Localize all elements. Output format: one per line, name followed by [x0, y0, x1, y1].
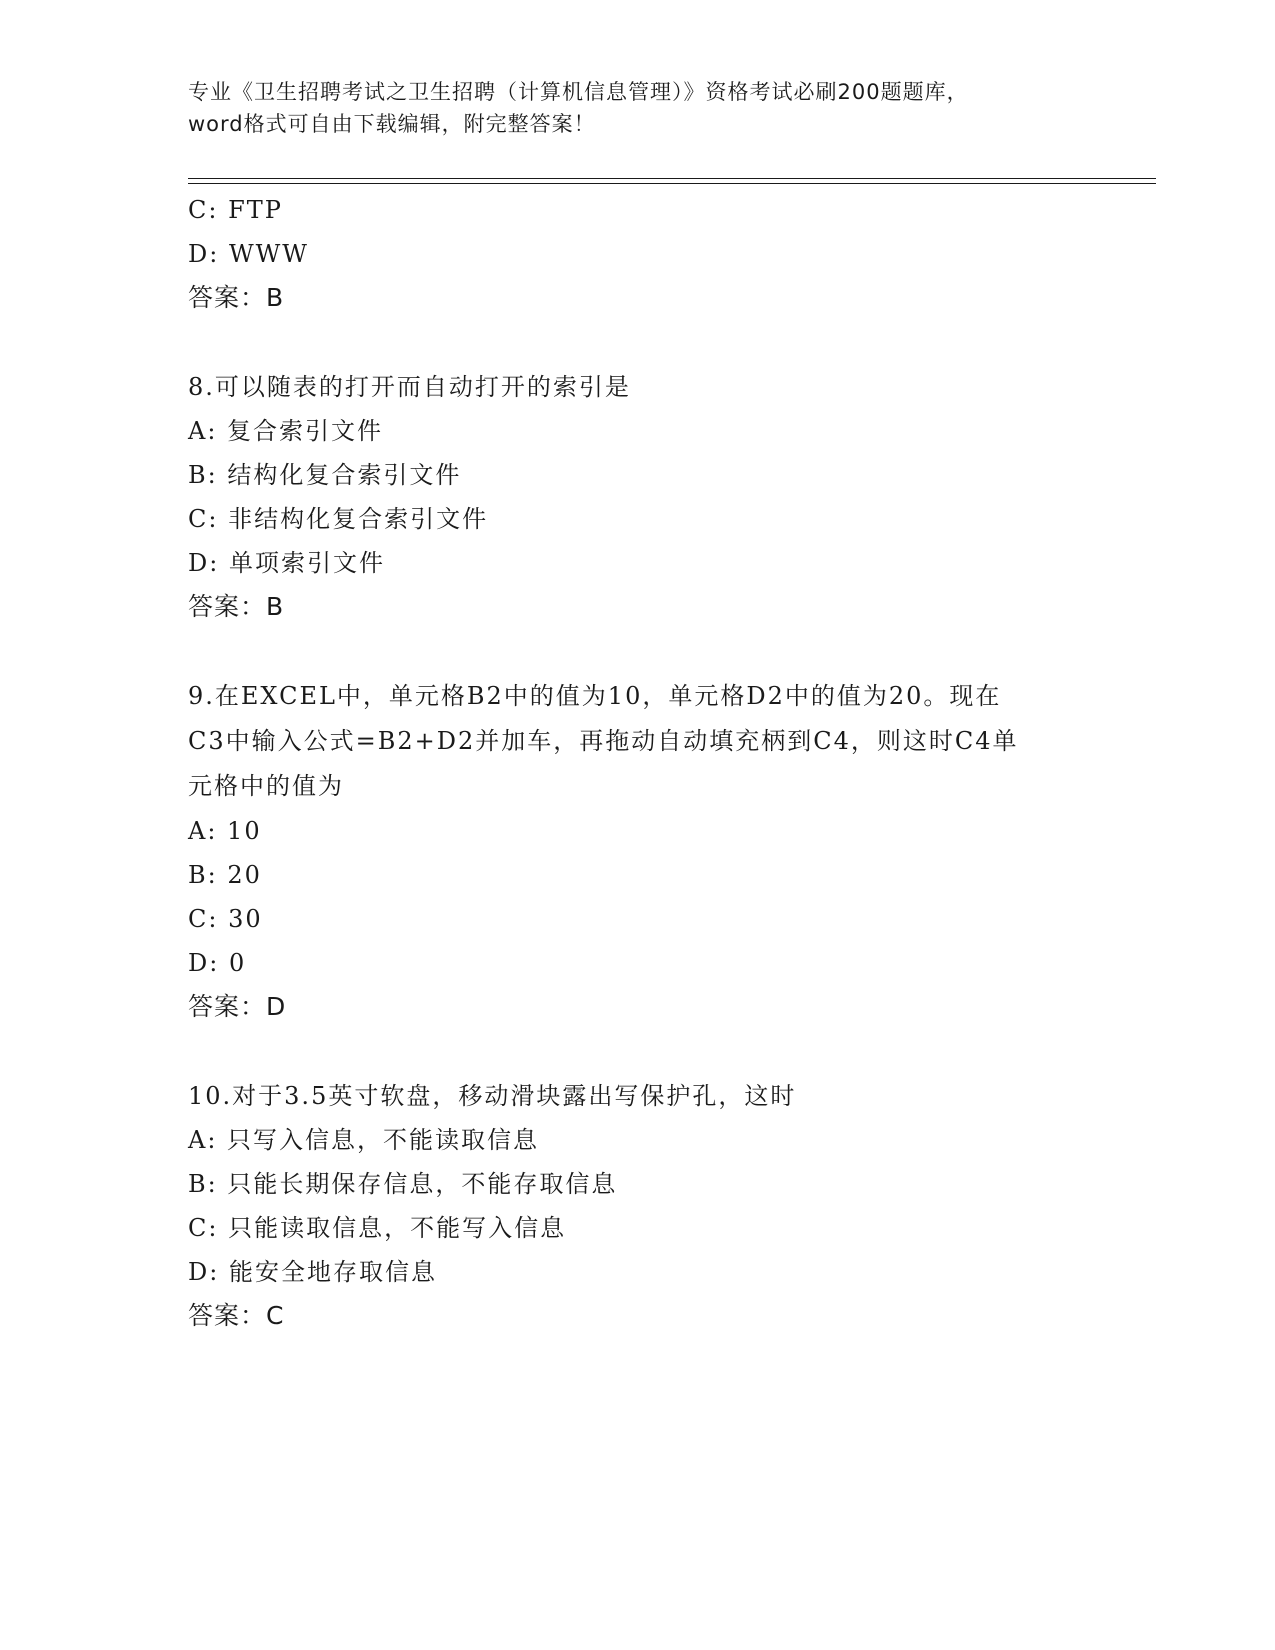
q9-option-a: A: 10 — [188, 817, 262, 845]
q9-option-b: B: 20 — [188, 861, 262, 889]
q8-option-d: D: 单项索引文件 — [188, 549, 385, 577]
q9-answer: 答案：D — [188, 992, 287, 1021]
q9-question-line-1: 9.在EXCEL中，单元格B2中的值为10，单元格D2中的值为20。现在 — [188, 682, 1002, 710]
header-title-line-2: word格式可自由下载编辑，附完整答案！ — [188, 112, 596, 136]
q9-option-d: D: 0 — [188, 949, 247, 977]
q9-question-line-3: 元格中的值为 — [188, 772, 344, 800]
q8-option-a: A: 复合索引文件 — [188, 417, 384, 445]
q9-option-c: C: 30 — [188, 905, 263, 933]
q10-option-b: B: 只能长期保存信息，不能存取信息 — [188, 1170, 618, 1198]
q8-answer: 答案：B — [188, 592, 285, 621]
q10-option-d: D: 能安全地存取信息 — [188, 1258, 437, 1286]
q10-question: 10.对于3.5英寸软盘，移动滑块露出写保护孔，这时 — [188, 1082, 797, 1110]
page-header — [188, 76, 1088, 140]
header-rule-top — [188, 178, 1156, 179]
q7-option-d: D: WWW — [188, 240, 309, 268]
q8-option-b: B: 结构化复合索引文件 — [188, 461, 462, 489]
q7-option-c: C: FTP — [188, 196, 283, 224]
q7-answer: 答案：B — [188, 283, 285, 312]
q8-question: 8.可以随表的打开而自动打开的索引是 — [188, 373, 631, 401]
header-rule-bottom — [188, 183, 1156, 184]
header-title-line-1: 专业《卫生招聘考试之卫生招聘（计算机信息管理）》资格考试必刷200题题库， — [188, 80, 969, 104]
q10-answer: 答案：C — [188, 1301, 285, 1330]
q9-question-line-2: C3中输入公式=B2+D2并加车，再拖动自动填充柄到C4，则这时C4单 — [188, 727, 1019, 755]
q8-option-c: C: 非结构化复合索引文件 — [188, 505, 489, 533]
q10-option-c: C: 只能读取信息，不能写入信息 — [188, 1214, 567, 1242]
q10-option-a: A: 只写入信息，不能读取信息 — [188, 1126, 540, 1154]
